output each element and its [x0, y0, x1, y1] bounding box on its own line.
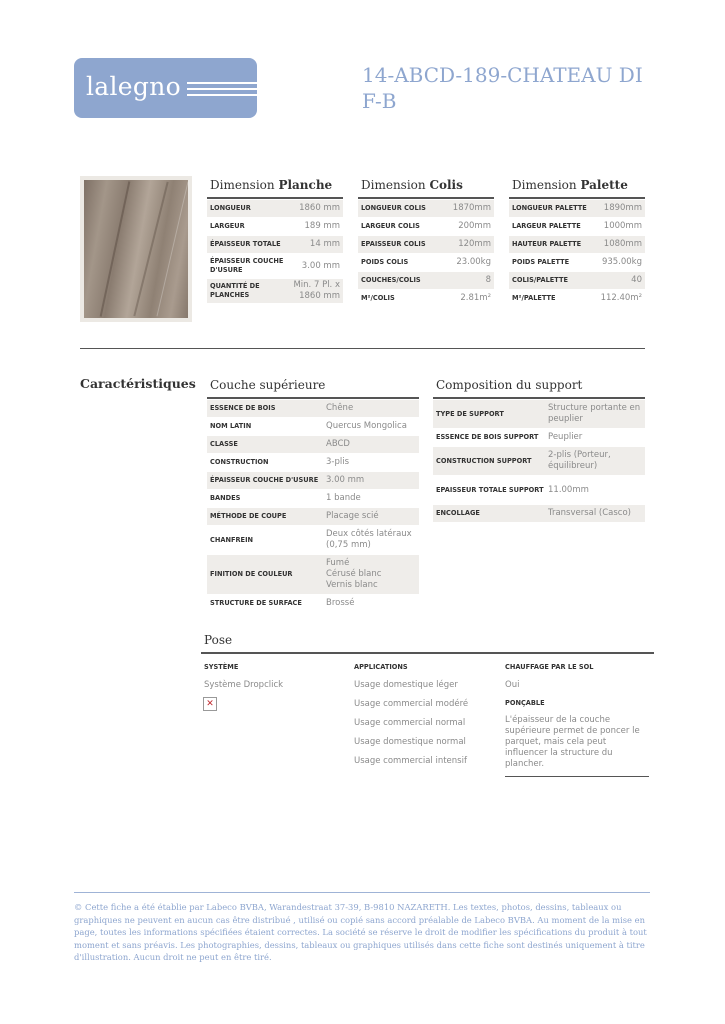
characteristic-label: MÉTHODE DE COUPE	[210, 512, 287, 520]
application-item: Usage commercial modéré	[354, 699, 469, 709]
characteristic-row	[433, 476, 645, 504]
sanding-heading: PONÇABLE	[505, 699, 545, 707]
spec-label: M²/COLIS	[361, 294, 395, 302]
characteristic-value: 3.00 mm	[326, 475, 365, 485]
dimension-heading: Dimension Palette	[509, 178, 645, 199]
characteristic-label: STRUCTURE DE SURFACE	[210, 599, 302, 607]
application-item: Usage domestique léger	[354, 680, 458, 690]
characteristic-row	[207, 400, 419, 417]
section-divider	[80, 348, 645, 349]
characteristic-value: Fumé Cérusé blanc Vernis blanc	[326, 558, 382, 590]
spec-value: 1890mm	[603, 203, 642, 213]
spec-value: 200mm	[458, 221, 491, 231]
characteristic-value: Deux côtés latéraux (0,75 mm)	[326, 529, 412, 550]
product-photo-frame	[80, 176, 192, 322]
heating-value: Oui	[505, 680, 520, 690]
characteristic-value: Placage scié	[326, 511, 379, 521]
pose-heating	[505, 663, 651, 770]
characteristic-label: ÉPAISSEUR COUCHE D'USURE	[210, 476, 319, 484]
dimension-planche	[207, 178, 343, 303]
spec-label: LONGUEUR PALETTE	[512, 204, 587, 212]
broken-image-icon: ✕	[203, 697, 217, 711]
product-photo	[84, 180, 188, 318]
spec-label: LARGEUR COLIS	[361, 222, 420, 230]
characteristic-value: 1 bande	[326, 493, 361, 503]
spec-row	[509, 218, 645, 235]
spec-label: LONGUEUR COLIS	[361, 204, 426, 212]
dimension-heading: Dimension Planche	[207, 178, 343, 199]
system-value: Système Dropclick	[204, 680, 284, 690]
characteristic-value: 11.00mm	[548, 484, 589, 495]
spec-value: 23.00kg	[456, 257, 491, 267]
support-heading: Composition du support	[433, 378, 645, 399]
characteristic-value: Quercus Mongolica	[326, 421, 407, 431]
spec-label: LONGUEUR	[210, 204, 251, 212]
dimension-heading: Dimension Colis	[358, 178, 494, 199]
spec-value: 14 mm	[309, 239, 340, 249]
spec-label: QUANTITÉ DE PLANCHES	[210, 282, 260, 299]
application-item: Usage commercial intensif	[354, 756, 467, 766]
top-layer-heading: Couche supérieure	[207, 378, 419, 399]
characteristic-label: NOM LATIN	[210, 422, 252, 430]
spec-value: 189 mm	[304, 221, 340, 231]
characteristic-label: BANDES	[210, 494, 241, 502]
brand-logo	[74, 58, 257, 118]
characteristic-label: EPAISSEUR TOTALE SUPPORT	[436, 485, 544, 494]
spec-label: POIDS PALETTE	[512, 258, 570, 266]
spec-row	[509, 200, 645, 217]
characteristics-title: Caractéristiques	[80, 376, 196, 391]
characteristic-row	[207, 526, 419, 554]
characteristic-value: 2-plis (Porteur, équilibreur)	[548, 450, 611, 471]
spec-value: 935.00kg	[601, 257, 642, 267]
spec-label: M²/PALETTE	[512, 294, 556, 302]
characteristic-row	[207, 595, 419, 612]
spec-value: 112.40m²	[600, 293, 642, 303]
system-heading: SYSTÈME	[204, 663, 239, 671]
characteristic-value: Chêne	[326, 403, 354, 413]
spec-value: 8	[485, 275, 491, 285]
characteristic-value: 3-plis	[326, 457, 350, 467]
logo-lines	[187, 82, 257, 100]
pose-rule	[505, 776, 649, 777]
top-layer-table	[207, 378, 419, 612]
spec-label: COLIS/PALETTE	[512, 276, 568, 284]
spec-row	[358, 254, 494, 271]
pose-applications	[354, 663, 468, 766]
dimension-colis	[358, 178, 494, 307]
characteristic-label: ESSENCE DE BOIS	[210, 404, 276, 412]
characteristic-value: Structure portante en peuplier	[548, 403, 641, 424]
footer-disclaimer: © Cette fiche a été établie par Labeco BVBA, Warandestraat 37-39, B-9810 NAZARETH. Les textes, photos, dessins, tableaux ou graphiques ne peuvent en aucun cas être distribué , utilisé ou copié sans accord préalable de Labeco BVBA. Au moment de la mise en page, toutes les informations spécifiées étaient correctes. La société se réserve le droit de modifier les spécifications du produit à tout moment et sans préavis. Les photographies, dessins, tableaux ou graphiques utilisés dans cette fiche sont destinés uniquement à titre d'illustration. Aucun droit ne peut en être tiré.	[74, 902, 647, 963]
characteristic-label: ENCOLLAGE	[436, 509, 480, 517]
characteristic-row	[207, 436, 419, 453]
spec-label: LARGEUR	[210, 222, 245, 230]
spec-row	[358, 272, 494, 289]
spec-row	[509, 272, 645, 289]
spec-label: ÉPAISSEUR TOTALE	[210, 240, 281, 248]
pose-system	[204, 663, 283, 690]
product-title: 14-ABCD-189-CHATEAU DIF-B	[362, 63, 643, 113]
spec-row	[207, 254, 343, 278]
characteristic-label: FINITION DE COULEUR	[210, 570, 293, 578]
characteristic-label: TYPE DE SUPPORT	[436, 409, 504, 418]
characteristic-row	[207, 418, 419, 435]
spec-value: 1860 mm	[299, 203, 340, 213]
characteristic-value: Transversal (Casco)	[548, 508, 631, 518]
characteristic-row	[433, 400, 645, 428]
spec-label: POIDS COLIS	[361, 258, 409, 266]
spec-value: 120mm	[458, 239, 491, 249]
characteristic-label: CLASSE	[210, 440, 238, 448]
spec-row	[358, 290, 494, 307]
pose-heading: Pose	[201, 633, 654, 654]
characteristic-row	[433, 429, 645, 446]
spec-value: Min. 7 Pl. x 1860 mm	[293, 280, 340, 301]
characteristic-label: CONSTRUCTION	[210, 458, 269, 466]
characteristic-row	[207, 508, 419, 525]
spec-row	[358, 200, 494, 217]
spec-label: LARGEUR PALETTE	[512, 222, 581, 230]
spec-value: 1870mm	[452, 203, 491, 213]
spec-row	[358, 218, 494, 235]
spec-label: EPAISSEUR COLIS	[361, 240, 426, 248]
application-item: Usage domestique normal	[354, 737, 466, 747]
spec-row	[509, 290, 645, 307]
support-table	[433, 378, 645, 522]
characteristic-label: ESSENCE DE BOIS SUPPORT	[436, 433, 539, 441]
sanding-value: L'épaisseur de la couche supérieure permet de poncer le parquet, mais cela peut influencer la structure du plancher.	[505, 715, 640, 769]
heating-heading: CHAUFFAGE PAR LE SOL	[505, 663, 594, 671]
spec-label: HAUTEUR PALETTE	[512, 240, 582, 248]
characteristic-label: CHANFREIN	[210, 535, 254, 544]
footer-rule	[74, 892, 650, 893]
characteristic-value: Peuplier	[548, 432, 583, 442]
characteristic-row	[433, 447, 645, 475]
characteristic-row	[207, 454, 419, 471]
spec-row	[207, 218, 343, 235]
logo-text: lalegno	[86, 72, 181, 101]
spec-value: 1080mm	[603, 239, 642, 249]
spec-row	[207, 279, 343, 303]
characteristic-row	[207, 472, 419, 489]
spec-value: 2.81m²	[460, 293, 491, 303]
dimension-palette	[509, 178, 645, 307]
characteristic-row	[207, 490, 419, 507]
application-item: Usage commercial normal	[354, 718, 466, 728]
spec-value: 3.00 mm	[301, 260, 340, 271]
characteristic-row	[207, 555, 419, 594]
spec-value: 40	[631, 275, 642, 285]
spec-label: ÉPAISSEUR COUCHE D'USURE	[210, 257, 284, 274]
spec-value: 1000mm	[603, 221, 642, 231]
spec-row	[207, 200, 343, 217]
spec-row	[509, 254, 645, 271]
applications-heading: APPLICATIONS	[354, 663, 408, 671]
characteristic-label: CONSTRUCTION SUPPORT	[436, 456, 532, 465]
characteristic-value: Brossé	[326, 598, 355, 608]
spec-row	[358, 236, 494, 253]
spec-label: COUCHES/COLIS	[361, 276, 421, 284]
characteristic-value: ABCD	[326, 439, 350, 449]
spec-row	[509, 236, 645, 253]
characteristic-row	[433, 505, 645, 522]
spec-row	[207, 236, 343, 253]
